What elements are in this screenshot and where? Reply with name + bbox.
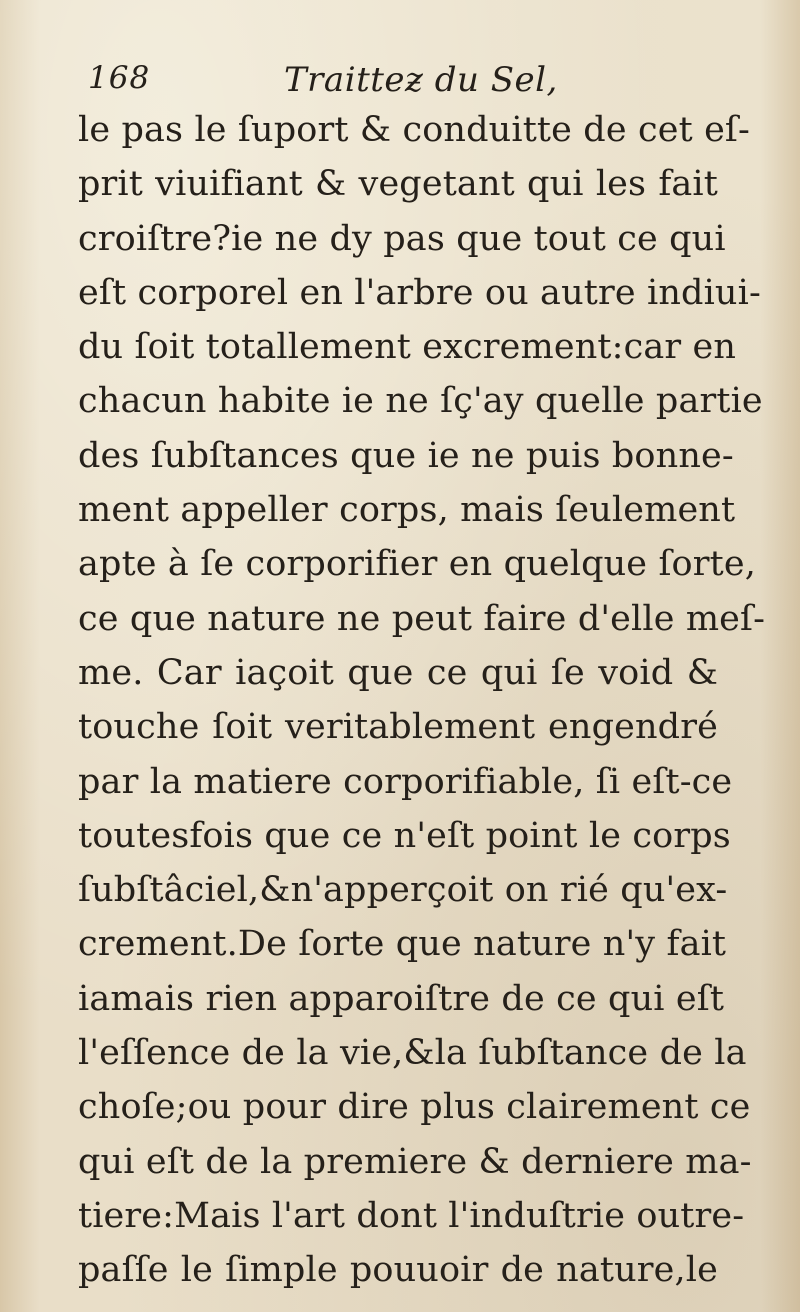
text-line: paſſe le ſimple pouuoir de nature,le: [78, 1250, 718, 1291]
body-text: [78, 103, 766, 1298]
text-line: choſe;ou pour dire plus clairement ce: [78, 1087, 751, 1128]
text-line: qui eſt de la premiere & derniere ma-: [78, 1141, 752, 1182]
text-line: ſubſtâciel,&n'apperçoit on rié qu'ex-: [78, 870, 728, 911]
text-line: toutesfois que ce n'eſt point le corps: [78, 815, 731, 856]
text-line: chacun habite ie ne ſç'ay quelle partie: [78, 381, 763, 422]
text-line: ce que nature ne peut faire d'elle meſ-: [78, 598, 766, 639]
text-line: touche ſoit veritablement engendré: [78, 707, 718, 748]
text-line: iamais rien apparoiſtre de ce qui eſt: [78, 978, 725, 1019]
page-number: 168: [88, 60, 151, 96]
text-line: des ſubſtances que ie ne puis bonne-: [78, 435, 734, 476]
header-title: Traitteƶ du Sel,: [284, 60, 558, 100]
text-line: me. Car iaçoit que ce qui ſe void &: [78, 652, 718, 693]
text-line: tiere:Mais l'art dont l'induſtrie outre-: [78, 1195, 745, 1236]
text-line: croiſtre?ie ne dy pas que tout ce qui: [78, 218, 726, 259]
text-line: le pas le ſuport & conduitte de cet eſ-: [78, 110, 751, 150]
text-line: par la matiere corporifiable, ſi eſt-ce: [78, 761, 733, 802]
text-line: l'eſſence de la vie,&la ſubſtance de la: [78, 1033, 747, 1074]
text-line: ment appeller corps, mais ſeulement: [78, 490, 736, 531]
text-line: apte à ſe corporifier en quelque ſorte,: [78, 544, 757, 585]
text-line: du ſoit totallement excrement:car en: [78, 327, 737, 368]
text-line: crement.De ſorte que nature n'y fait: [78, 924, 727, 965]
text-line: eſt corporel en l'arbre ou autre indiui-: [78, 272, 761, 313]
text-line: prit viuifiant & vegetant qui les fait: [78, 164, 718, 205]
